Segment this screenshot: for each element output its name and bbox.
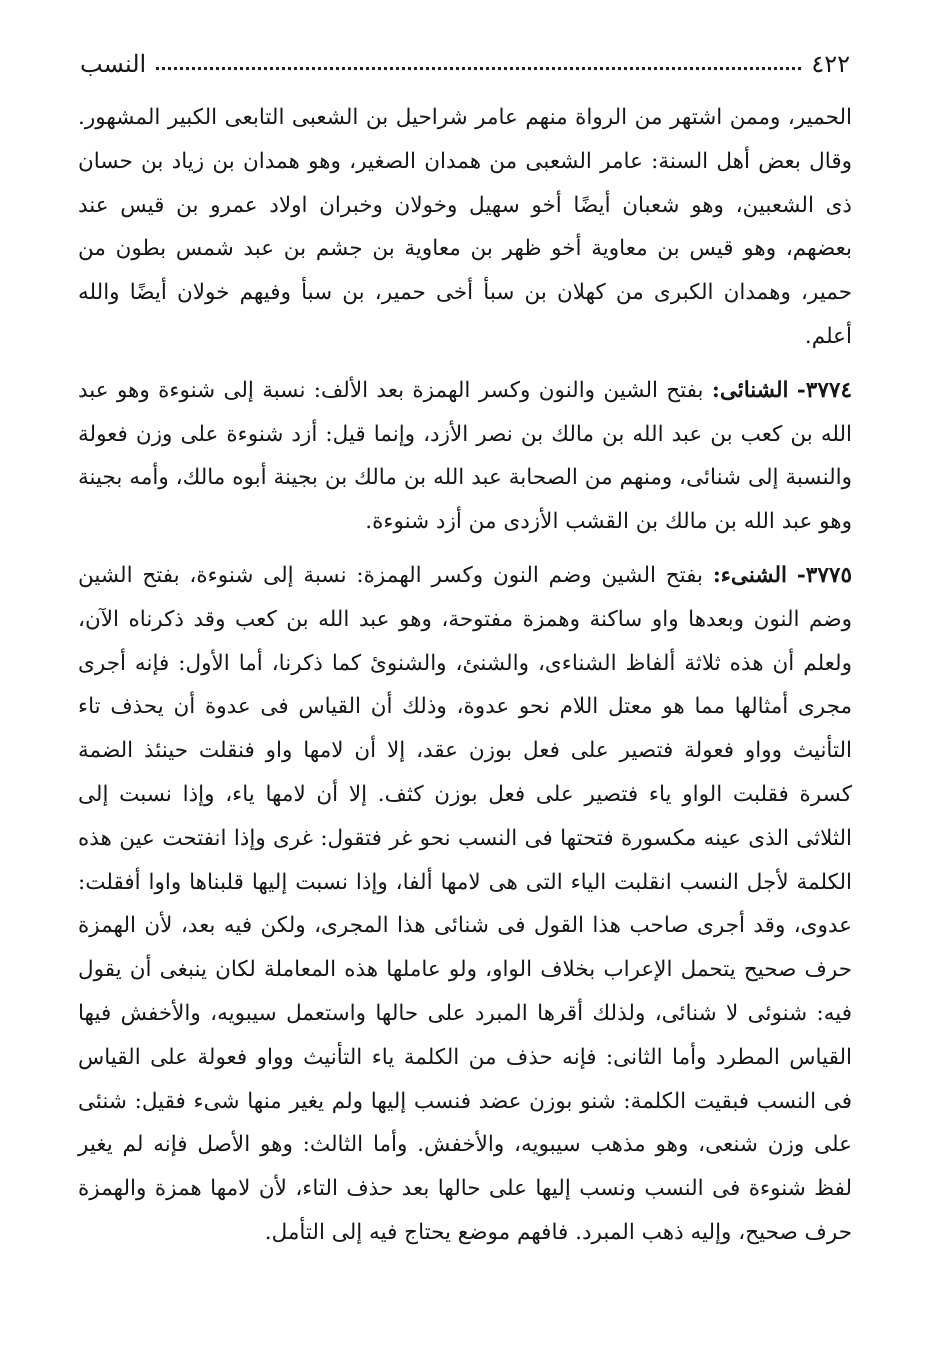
entry-number: ٣٧٧٥-	[796, 562, 852, 588]
header-dotted-leader	[156, 67, 801, 70]
page-header	[80, 44, 850, 84]
running-title: النسب	[80, 50, 147, 78]
entry-text: بفتح الشين وضم النون وكسر الهمزة: نسبة إلى شنوءة، بفتح الشين وضم النون وبعدها واو ساكنة وهمزة مفتوحة، وهو عبد الله بن كعب وقد ذكرناه الآن، ولعلم أن هذه ثلاثة ألفاظ الشناءى، والشنئ، والشنوئ كما ذكرنا، أما الأول: فإنه أجرى مجرى أمثالها مما هو معتل اللام نحو عدوة، وذلك أن القياس فى عدوة أن يحذف تاء التأنيث وواو فعولة فتصير على فعل بوزن عقد، إلا أن لامها واو فنقلت حينئذ الضمة كسرة فقلبت الواو ياء فتصير على فعل بوزن كثف. إلا أن لامها ياء، وإذا نسبت إلى الثلاثى الذى عينه مكسورة فتحتها فى النسب نحو غر فتقول: غرى وإذا انفتحت عين هذه الكلمة لأجل النسب انقلبت الياء التى هى لامها ألفا، وإذا نسبت إليها قلبناها واوا أفقلت: عدوى، وقد أجرى صاحب هذا القول فى شنائى هذا المجرى، ولكن فيه بعد، لأن الهمزة حرف صحيح يتحمل الإعراب بخلاف الواو، ولو عاملها هذه المعاملة لكان ينبغى أن يقول فيه: شنوئى لا شنائى، ولذلك أقرها المبرد على حالها واستعمل سيبويه، والأخفش فيها القياس المطرد وأما الثانى: فإنه حذف من الكلمة ياء التأنيث وواو فعولة على القياس فى النسب فبقيت الكلمة: شنو بوزن عضد فنسب إليها ولم يغير منها شىء فقيل: شنئى على وزن شنعى، وهو مذهب سيبويه، والأخفش. وأما الثالث: وهو الأصل فإنه لم يغير لفظ شنوءة فى النسب ونسب إليها على حالها بعد حذف التاء، لأن لامها همزة والهمزة حرف صحيح، وإليه ذهب المبرد. فافهم موضع يحتاج فيه إلى التأمل.	[78, 562, 852, 1245]
entry-headword: الشنىء:	[712, 562, 788, 588]
paragraph-continuation	[78, 96, 852, 359]
entry-headword: الشنائى:	[711, 377, 789, 403]
entry-text: بفتح الشين والنون وكسر الهمزة بعد الألف: نسبة إلى شنوءة وهو عبد الله بن كعب بن عبد الله بن مالك بن نصر الأزد، وإنما قيل: أزد شنوءة على وزن فعولة والنسبة إلى شنائى، ومنهم من الصحابة عبد الله بن مالك بن بجينة أبوه مالك، وأمه بجينة وهو عبد الله بن مالك بن القشب الأزدى من أزد شنوءة.	[78, 377, 852, 535]
page-body	[78, 96, 852, 1255]
entry-3774	[78, 369, 852, 544]
page-number: ٤٢٢	[811, 50, 850, 78]
entry-number: ٣٧٧٤-	[796, 377, 852, 403]
paragraph-text: الحمير، وممن اشتهر من الرواة منهم عامر شراحيل بن الشعبى التابعى الكبير المشهور. وقال بعض أهل السنة: عامر الشعبى من همدان الصغير، وهو همدان بن زياد بن حسان ذى الشعبين، وهو شعبان أيضًا أخو سهيل وخولان وخبران اولاد عمرو بن قيس عند بعضهم، وهو قيس بن معاوية أخو ظهر بن معاوية بن جشم بن عبد شمس بطون من حمير، وهمدان الكبرى من كهلان بن سبأ أخى حمير، بن سبأ وفيهم خولان أيضًا والله أعلم.	[78, 105, 852, 349]
entry-3775	[78, 554, 852, 1255]
